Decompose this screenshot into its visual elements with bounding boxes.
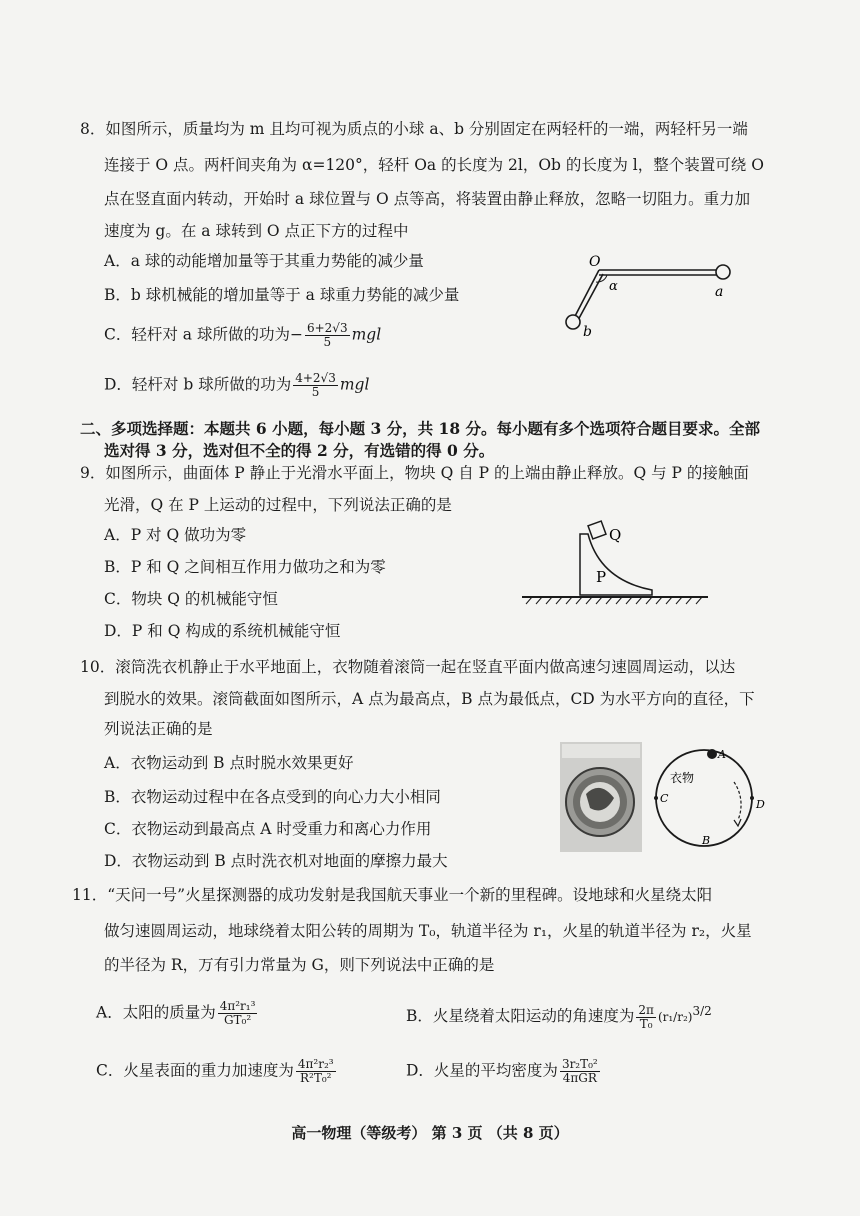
label-b: b	[583, 324, 592, 340]
label-O: O	[589, 254, 601, 270]
q11-line2: 做匀速圆周运动，地球绕着太阳公转的周期为 T₀，轨道半径为 r₁，火星的轨道半径为 r₂，火星	[104, 922, 752, 940]
label-D: D	[756, 798, 765, 811]
label-a: a	[715, 284, 724, 300]
label-alpha: α	[609, 279, 618, 294]
q11-option-d: D．火星的平均密度为 $\frac{\text{3r₂T₀²}}{\text{4πGR}}$	[406, 1057, 598, 1085]
q9-option-d: D．P 和 Q 构成的系统机械能守恒	[104, 622, 341, 640]
label-Q: Q	[609, 526, 622, 544]
q8-option-d: D．轻杆对 b 球所做的功为 $\frac{4+2√3}{5}$ mgl	[104, 371, 370, 399]
q8-option-c: C．轻杆对 a 球所做的功为− $\frac{6+2√3}{5}$ mgl	[104, 321, 382, 349]
washing-machine-photo	[560, 742, 642, 852]
label-P: P	[596, 568, 607, 586]
q9-line1: 9．如图所示，曲面体 P 静止于光滑水平面上，物块 Q 自 P 的上端由静止释放。Q 与 P 的接触面	[80, 464, 749, 482]
section2-line2: 选对得 3 分，选对但不全的得 2 分，有选错的得 0 分。	[104, 441, 495, 460]
q11-option-a: A．太阳的质量为 $\frac{\text{4π²r₁³}}{\text{GT₀²}}$	[96, 999, 256, 1027]
q8-option-b: B．b 球机械能的增加量等于 a 球重力势能的减少量	[104, 286, 460, 304]
q8-line4: 速度为 g。在 a 球转到 O 点正下方的过程中	[104, 222, 409, 240]
q10-option-d: D．衣物运动到 B 点时洗衣机对地面的摩擦力最大	[104, 852, 448, 870]
q10-line1: 10．滚筒洗衣机静止于水平地面上，衣物随着滚筒一起在竖直平面内做高速匀速圆周运动，以达	[80, 658, 736, 676]
label-cloth: 衣物	[670, 771, 695, 785]
q8-line1: 8．如图所示，质量均为 m 且均可视为质点的小球 a、b 分别固定在两轻杆的一端，两轻杆另一端	[80, 120, 748, 138]
q8-line3: 点在竖直面内转动，开始时 a 球位置与 O 点等高，将装置由静止释放，忽略一切阻力。重力加	[104, 190, 751, 208]
q11-line1: 11．“天问一号”火星探测器的成功发射是我国航天事业一个新的里程碑。设地球和火星绕太阳	[72, 886, 713, 904]
page-footer: 高一物理（等级考） 第 3 页 （共 8 页）	[291, 1124, 569, 1142]
q10-option-c: C．衣物运动到最高点 A 时受重力和离心力作用	[104, 820, 432, 838]
q10-line2: 到脱水的效果。滚筒截面如图所示，A 点为最高点，B 点为最低点，CD 为水平方向的直径，下	[104, 690, 755, 708]
label-A: A	[718, 748, 726, 761]
q9-incline-figure	[520, 520, 710, 610]
q8-rod-figure	[555, 250, 755, 340]
label-C: C	[660, 792, 669, 805]
q11-option-b: B．火星绕着太阳运动的角速度为 $\frac{2\pi}{\text{T₀}}$ $(r_1/r_2)^{3/2}$	[406, 1002, 712, 1031]
q9-option-c: C．物块 Q 的机械能守恒	[104, 590, 278, 608]
block-Q	[588, 521, 606, 539]
q11-option-c: C．火星表面的重力加速度为 $\frac{\text{4π²r₂³}}{\text{R²T₀²}}$	[96, 1057, 334, 1085]
label-B: B	[702, 834, 711, 847]
q10-line3: 列说法正确的是	[104, 720, 213, 738]
q9-option-a: A．P 对 Q 做功为零	[104, 526, 247, 544]
section2-line1: 二、多项选择题：本题共 6 小题，每小题 3 分，共 18 分。每小题有多个选项符合题目要求。全部	[80, 419, 761, 438]
ball-a	[716, 265, 730, 279]
q8-option-a: A．a 球的动能增加量等于其重力势能的减少量	[104, 252, 424, 270]
q9-option-b: B．P 和 Q 之间相互作用力做功之和为零	[104, 558, 386, 576]
q10-option-a: A．衣物运动到 B 点时脱水效果更好	[104, 754, 354, 772]
drum-diagram	[648, 740, 768, 852]
ball-b	[566, 315, 580, 329]
q11-line3: 的半径为 R，万有引力常量为 G，则下列说法中正确的是	[104, 956, 495, 974]
q10-option-b: B．衣物运动过程中在各点受到的向心力大小相同	[104, 788, 441, 806]
q8-line2: 连接于 O 点。两杆间夹角为 α=120°，轻杆 Oa 的长度为 2l，Ob 的长度为 l，整个装置可绕 O	[104, 156, 764, 174]
q9-line2: 光滑，Q 在 P 上运动的过程中，下列说法正确的是	[104, 496, 452, 514]
cloth-blob	[707, 749, 717, 759]
